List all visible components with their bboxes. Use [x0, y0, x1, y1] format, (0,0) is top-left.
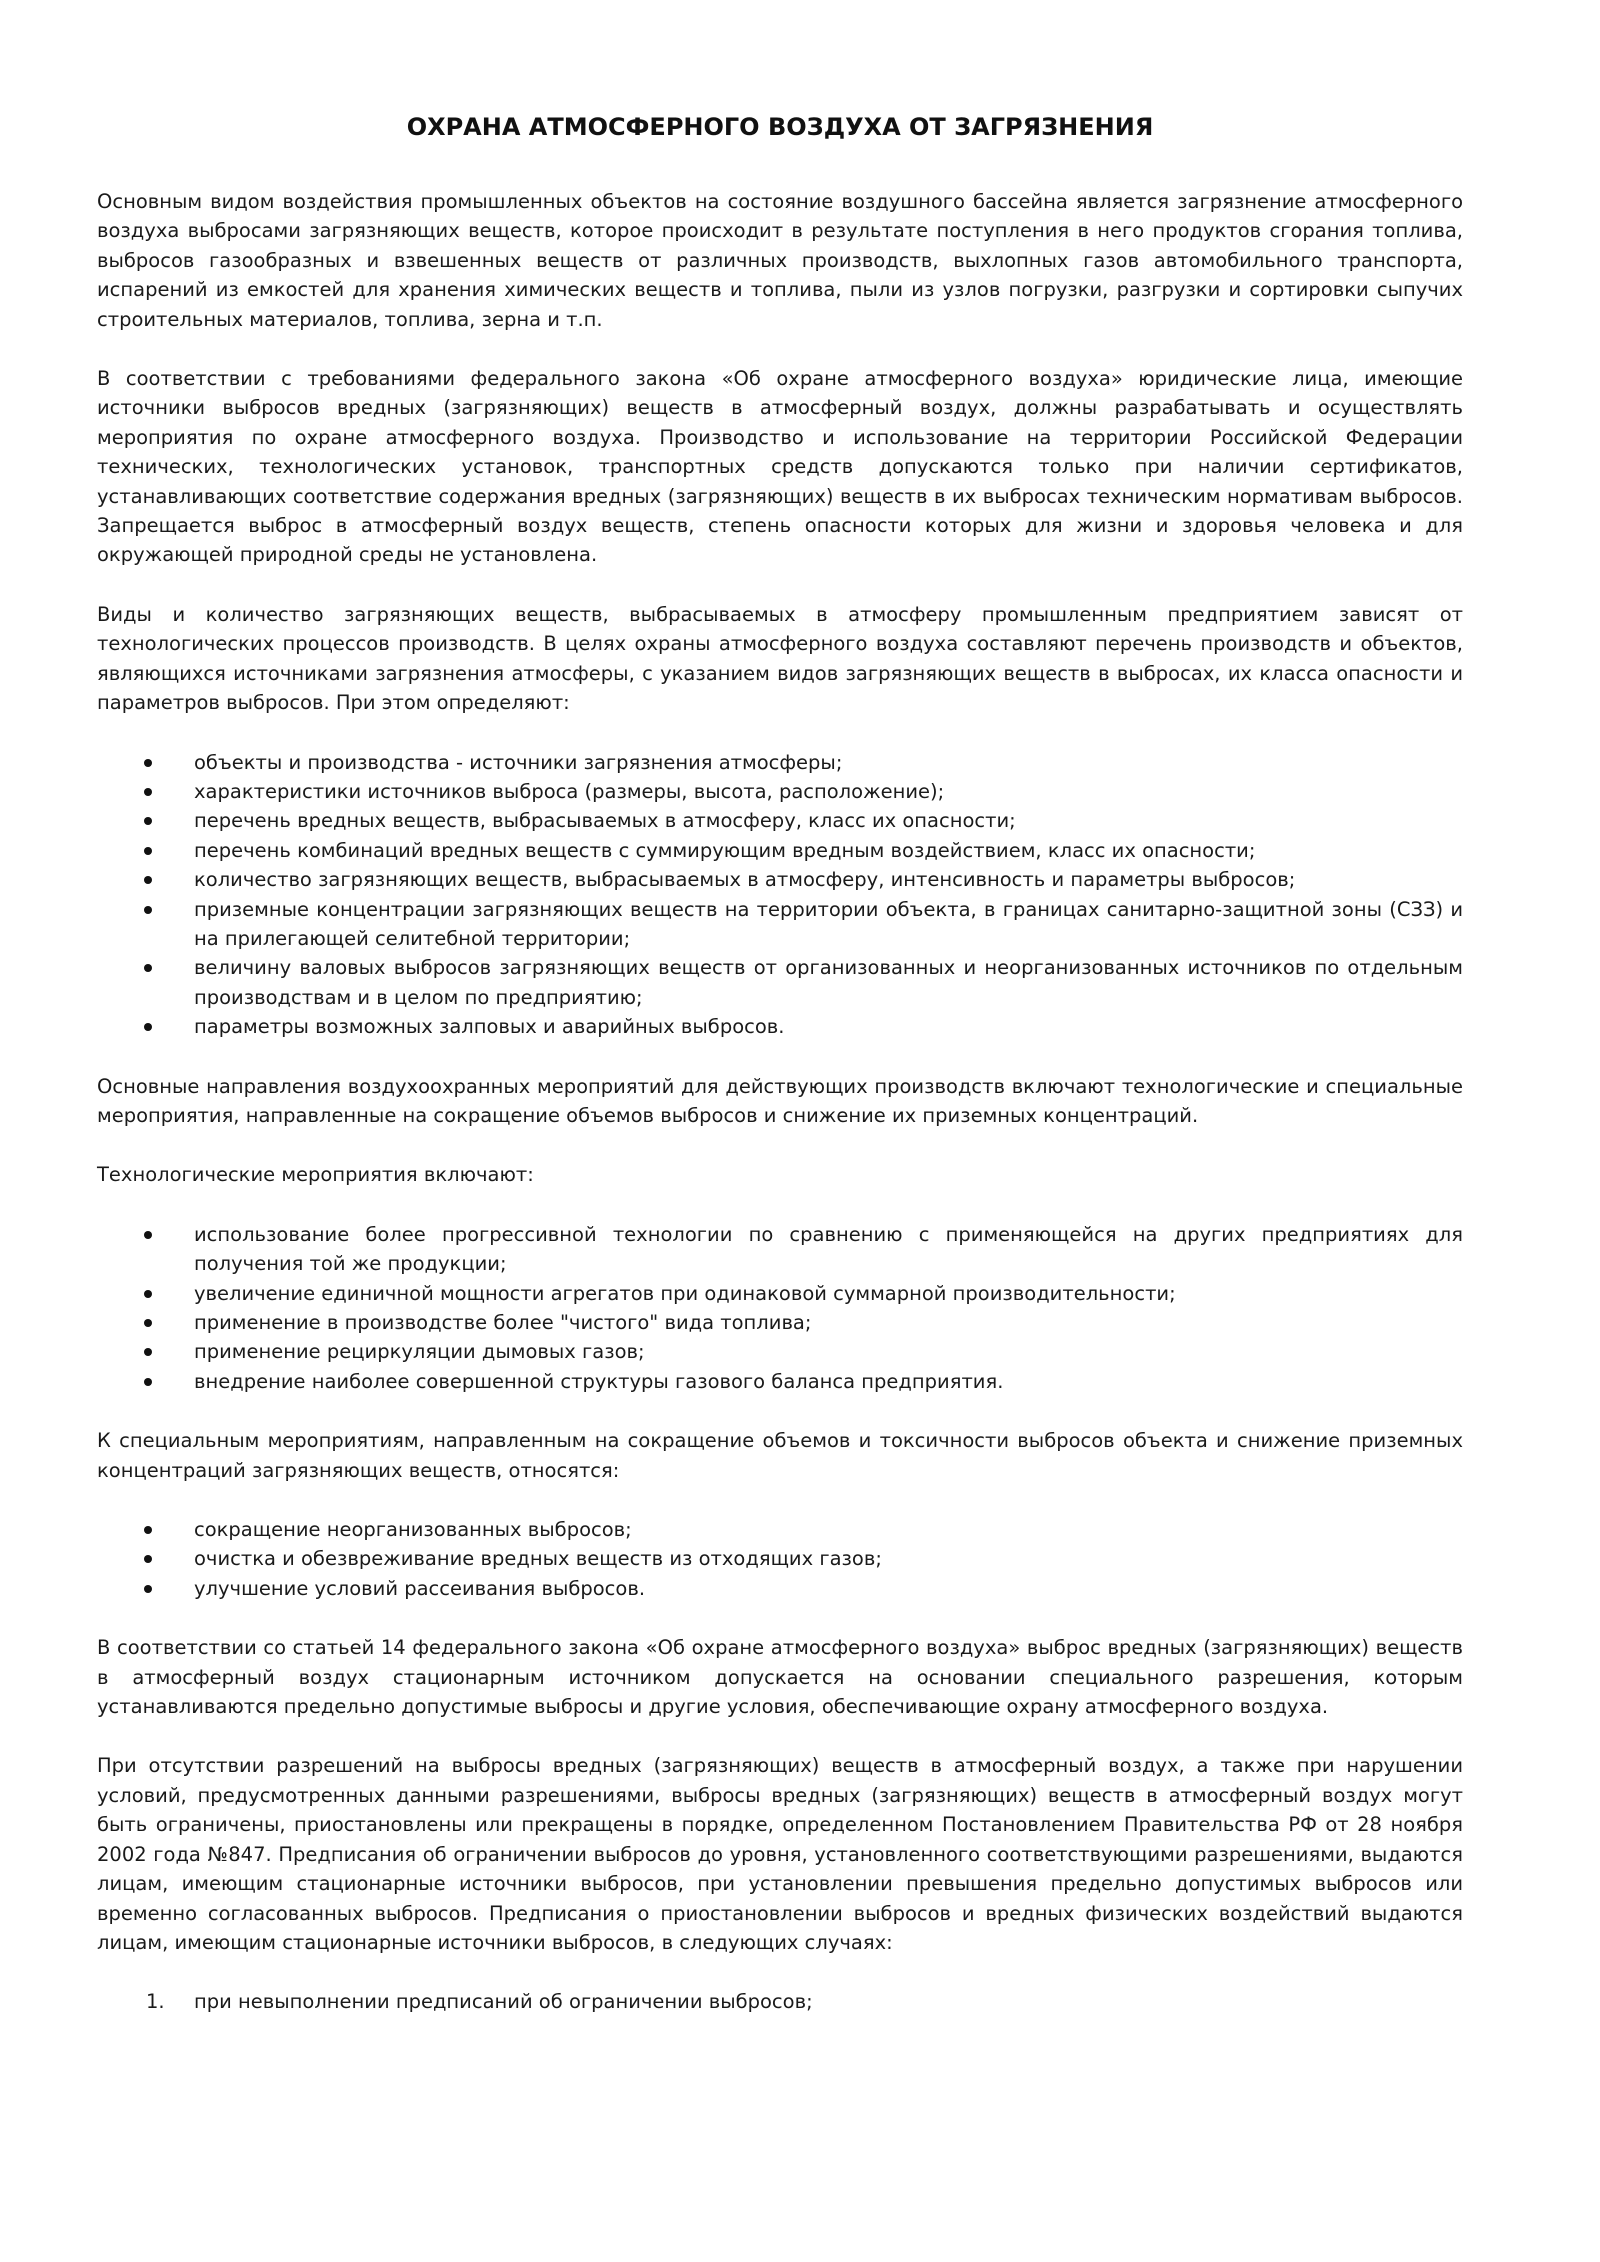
bullet-icon	[144, 964, 152, 972]
list-item: сокращение неорганизованных выбросов;	[97, 1515, 1463, 1544]
list-item: перечень комбинаций вредных веществ с суммирующим вредным воздействием, класс их опасности;	[97, 836, 1463, 865]
list-item: использование более прогрессивной технологии по сравнению с применяющейся на других предприятиях для получения той же продукции;	[97, 1220, 1463, 1279]
list-item: очистка и обезвреживание вредных веществ из отходящих газов;	[97, 1544, 1463, 1573]
paragraph-permits: При отсутствии разрешений на выбросы вредных (загрязняющих) веществ в атмосферный воздух, а также при нарушении условий, предусмотренных данными разрешениями, выбросы вредных (загрязняющих) веществ в атмосферный воздух могут быть ограничены, приостановлены или прекращены в порядке, определенном Постановлением Правительства РФ от 28 ноября 2002 года №847. Предписания об ограничении выбросов до уровня, установленного соответствующими разрешениями, выдаются лицам, имеющим стационарные источники выбросов, при установлении превышения предельно допустимых выбросов или временно согласованных выбросов. Предписания о приостановлении выбросов и вредных физических воздействий выдаются лицам, имеющим стационарные источники выбросов, в следующих случаях:	[97, 1754, 1463, 1954]
tech-measures-list	[97, 1220, 1463, 1396]
list-item: внедрение наиболее совершенной структуры газового баланса предприятия.	[97, 1367, 1463, 1396]
bullet-icon	[144, 906, 152, 914]
list-item: объекты и производства - источники загрязнения атмосферы;	[97, 748, 1463, 777]
document-title: ОХРАНА АТМОСФЕРНОГО ВОЗДУХА ОТ ЗАГРЯЗНЕНИЯ	[406, 113, 1154, 141]
paragraph-intro: Основным видом воздействия промышленных объектов на состояние воздушного бассейна является загрязнение атмосферного воздуха выбросами загрязняющих веществ, которое происходит в результате поступления в него продуктов сгорания топлива, выбросов газообразных и взвешенных веществ от различных производств, выхлопных газов автомобильного транспорта, испарений из емкостей для хранения химических веществ и топлива, пыли из узлов погрузки, разгрузки и сортировки сыпучих строительных материалов, топлива, зерна и т.п.	[97, 190, 1463, 331]
paragraph-pollutant-types: Виды и количество загрязняющих веществ, выбрасываемых в атмосферу промышленным предприятием зависят от технологических процессов производств. В целях охраны атмосферного воздуха составляют перечень производств и объектов, являющихся источниками загрязнения атмосферы, с указанием видов загрязняющих веществ в выбросах, их класса опасности и параметров выбросов. При этом определяют:	[97, 602, 1463, 715]
list-item: приземные концентрации загрязняющих веществ на территории объекта, в границах санитарно-защитной зоны (СЗЗ) и на прилегающей селитебной территории;	[97, 895, 1463, 954]
list-item: 1. при невыполнении предписаний об ограничении выбросов;	[97, 1987, 1463, 2016]
bullet-icon	[144, 1555, 152, 1563]
bullet-icon	[144, 1023, 152, 1031]
list-item: характеристики источников выброса (размеры, высота, расположение);	[97, 777, 1463, 806]
bullet-icon	[144, 847, 152, 855]
list-number: 1.	[146, 1990, 165, 2014]
bullet-icon	[144, 1290, 152, 1298]
list-item: улучшение условий рассеивания выбросов.	[97, 1574, 1463, 1603]
list-item: параметры возможных залповых и аварийных выбросов.	[97, 1012, 1463, 1041]
bullet-icon	[144, 1348, 152, 1356]
bullet-icon	[144, 1231, 152, 1239]
paragraph-tech-measures-heading: Технологические мероприятия включают:	[97, 1163, 534, 1187]
cases-list	[97, 1987, 1463, 2016]
list-item: применение рециркуляции дымовых газов;	[97, 1337, 1463, 1366]
list-item: количество загрязняющих веществ, выбрасываемых в атмосферу, интенсивность и параметры выбросов;	[97, 865, 1463, 894]
list-item: величину валовых выбросов загрязняющих веществ от организованных и неорганизованных источников по отдельным производствам и в целом по предприятию;	[97, 953, 1463, 1012]
list-item: применение в производстве более "чистого" вида топлива;	[97, 1308, 1463, 1337]
list-item: увеличение единичной мощности агрегатов при одинаковой суммарной производительности;	[97, 1279, 1463, 1308]
special-measures-list	[97, 1515, 1463, 1603]
bullet-icon	[144, 1378, 152, 1386]
bullet-icon	[144, 759, 152, 767]
bullet-icon	[144, 817, 152, 825]
document-page	[97, 112, 1463, 2047]
paragraph-special-measures-heading: К специальным мероприятиям, направленным на сокращение объемов и токсичности выбросов объекта и снижение приземных концентраций загрязняющих веществ, относятся:	[97, 1429, 1463, 1482]
determine-list	[97, 748, 1463, 1042]
paragraph-article-14: В соответствии со статьей 14 федерального закона «Об охране атмосферного воздуха» выброс вредных (загрязняющих) веществ в атмосферный воздух стационарным источником допускается на основании специального разрешения, которым устанавливаются предельно допустимые выбросы и другие условия, обеспечивающие охрану атмосферного воздуха.	[97, 1636, 1463, 1719]
bullet-icon	[144, 876, 152, 884]
list-item: перечень вредных веществ, выбрасываемых в атмосферу, класс их опасности;	[97, 806, 1463, 835]
bullet-icon	[144, 788, 152, 796]
bullet-icon	[144, 1526, 152, 1534]
paragraph-main-directions: Основные направления воздухоохранных мероприятий для действующих производств включают технологические и специальные мероприятия, направленные на сокращение объемов выбросов и снижение их приземных концентраций.	[97, 1074, 1463, 1127]
bullet-icon	[144, 1319, 152, 1327]
paragraph-law-requirements: В соответствии с требованиями федерального закона «Об охране атмосферного воздуха» юридические лица, имеющие источники выбросов вредных (загрязняющих) веществ в атмосферный воздух, должны разрабатывать и осуществлять мероприятия по охране атмосферного воздуха. Производство и использование на территории Российской Федерации технических, технологических установок, транспортных средств допускаются только при наличии сертификатов, устанавливающих соответствие содержания вредных (загрязняющих) веществ в их выбросах техническим нормативам выбросов. Запрещается выброс в атмосферный воздух веществ, степень опасности которых для жизни и здоровья человека и для окружающей природной среды не установлена.	[97, 367, 1463, 567]
bullet-icon	[144, 1585, 152, 1593]
